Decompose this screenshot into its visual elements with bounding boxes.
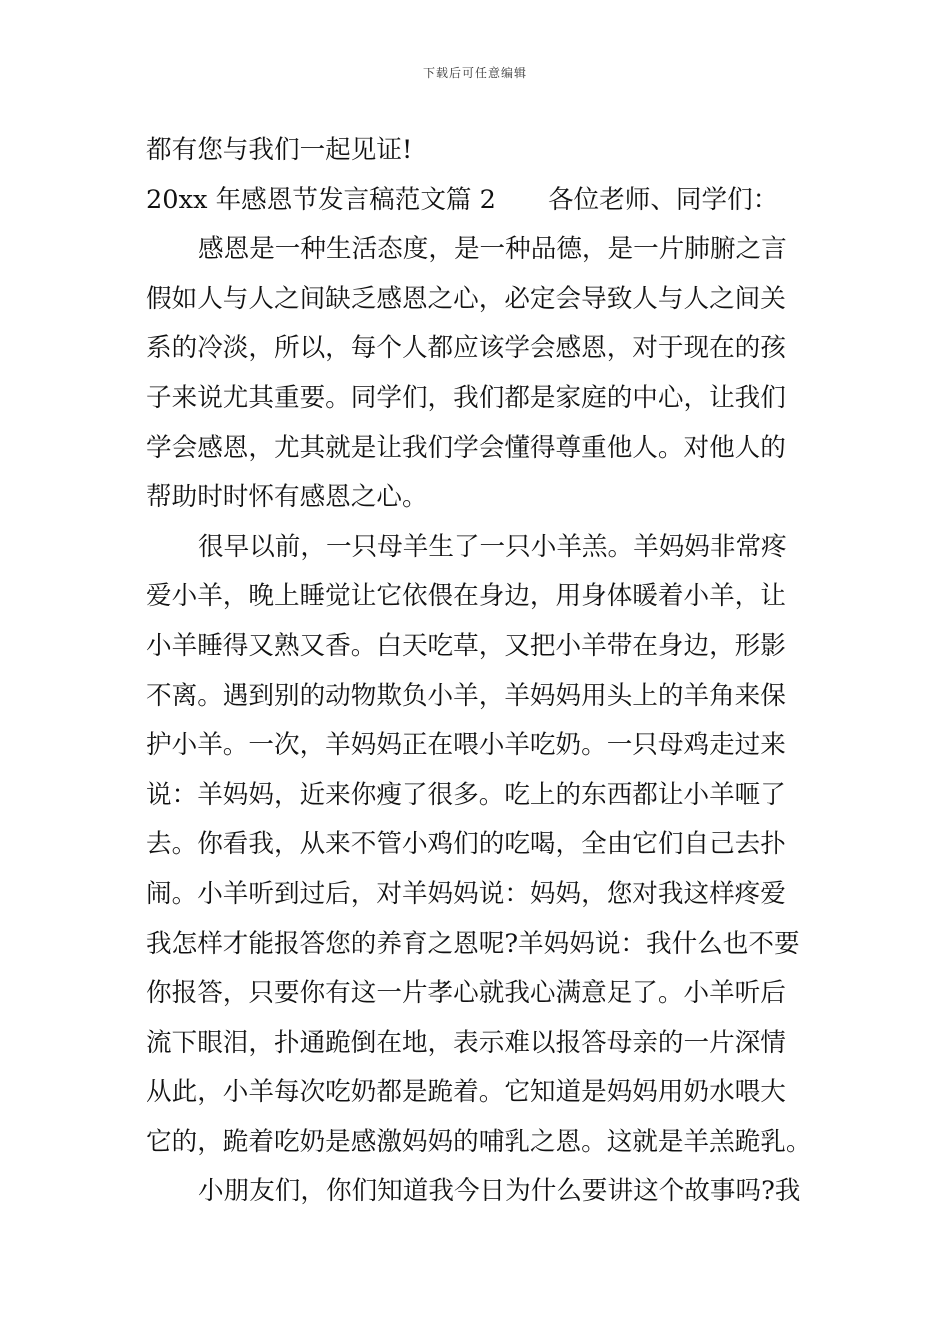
paragraph-1-line: 感恩是一种生活态度，是一种品德，是一片肺腑之言 <box>198 234 787 265</box>
text-line: 都有您与我们一起见证! <box>146 135 413 165</box>
paragraph-1-line: 学会感恩，尤其就是让我们学会懂得尊重他人。对他人的 <box>146 432 786 463</box>
paragraph-2-line: 爱小羊，晚上睡觉让它依偎在身边，用身体暖着小羊，让 <box>146 581 786 612</box>
paragraph-1-line: 子来说尤其重要。同学们，我们都是家庭的中心，让我们 <box>146 382 786 413</box>
article-title: 20xx 年感恩节发言稿范文篇 2 <box>146 184 496 215</box>
paragraph-1-line: 系的冷淡，所以，每个人都应该学会感恩，对于现在的孩 <box>146 333 786 364</box>
paragraph-2-line: 不离。遇到别的动物欺负小羊，羊妈妈用头上的羊角来保 <box>146 680 786 711</box>
paragraph-2-line: 从此，小羊每次吃奶都是跪着。它知道是妈妈用奶水喂大 <box>146 1077 786 1108</box>
article-title-line <box>146 176 816 226</box>
paragraph-1-line: 假如人与人之间缺乏感恩之心，必定会导致人与人之间关 <box>146 283 786 314</box>
paragraph-2-line: 你报答，只要你有这一片孝心就我心满意足了。小羊听后 <box>146 978 786 1009</box>
paragraph-2-line: 很早以前，一只母羊生了一只小羊羔。羊妈妈非常疼 <box>198 531 787 562</box>
salutation: 各位老师、同学们： <box>547 184 779 215</box>
page-header: 下载后可任意编辑 <box>422 66 527 80</box>
document-body <box>146 126 816 1217</box>
paragraph-2-line: 我怎样才能报答您的养育之恩呢?羊妈妈说：我什么也不要 <box>146 928 800 959</box>
paragraph-2-line: 说：羊妈妈，近来你瘦了很多。吃上的东西都让小羊咂了 <box>146 779 786 810</box>
paragraph-2-line: 去。你看我，从来不管小鸡们的吃喝，全由它们自己去扑 <box>146 829 786 860</box>
paragraph-2-line: 流下眼泪，扑通跪倒在地，表示难以报答母亲的一片深情 <box>146 1027 786 1058</box>
paragraph-2-line: 闹。小羊听到过后，对羊妈妈说：妈妈，您对我这样疼爱 <box>146 878 786 909</box>
paragraph-2-line: 小羊睡得又熟又香。白天吃草，又把小羊带在身边，形影 <box>146 630 786 661</box>
paragraph-2-line: 它的，跪着吃奶是感激妈妈的哺乳之恩。这就是羊羔跪乳。 <box>146 1126 812 1157</box>
paragraph-1-line: 帮助时时怀有感恩之心。 <box>146 482 428 513</box>
paragraph-3-line: 小朋友们，你们知道我今日为什么要讲这个故事吗?我 <box>198 1176 801 1207</box>
paragraph-2-line: 护小羊。一次，羊妈妈正在喂小羊吃奶。一只母鸡走过来 <box>146 730 786 761</box>
